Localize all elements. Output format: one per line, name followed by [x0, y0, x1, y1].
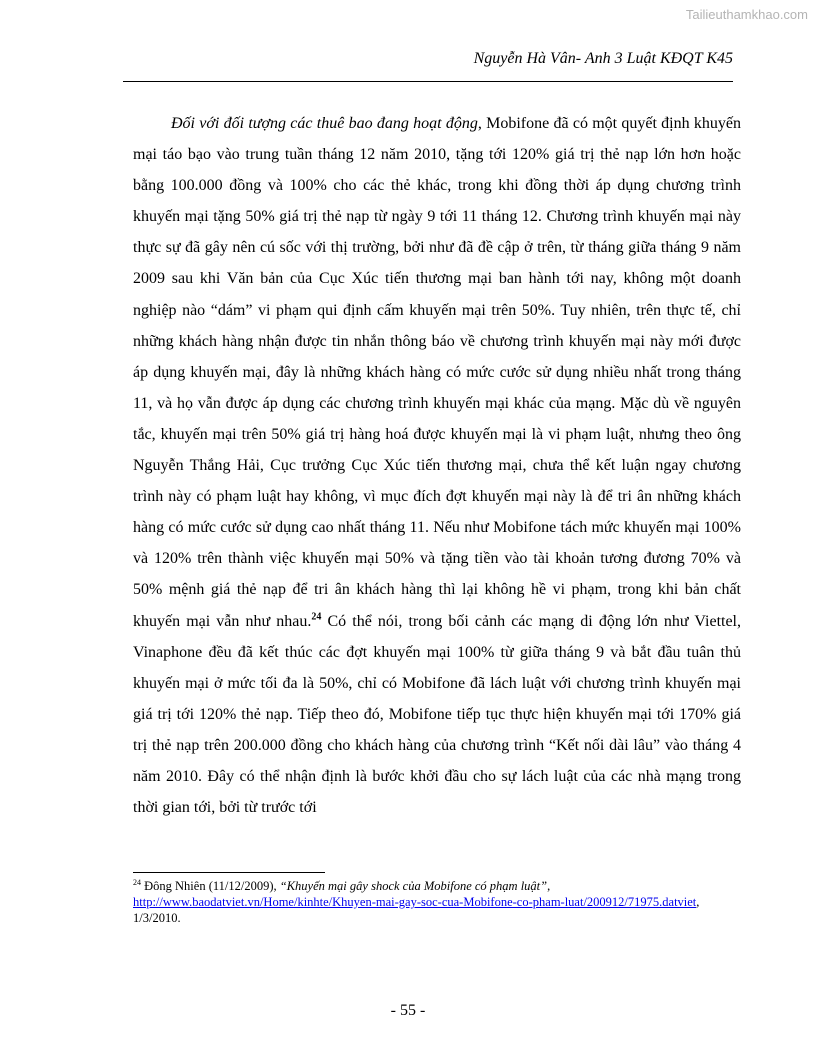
body-text-part-1: , Mobifone đã có một quyết định khuyến mại táo bạo vào trung tuần tháng 12 năm 2010, tặng tới 120% giá trị thẻ nạp lớn hơn hoặc bằng 100.000 đồng và 100% cho các thẻ khác, trong khi đồng thời áp dụng chương trình khuyến mại tặng 50% giá trị thẻ nạp từ ngày 9 tới 11 tháng 12. Chương trình khuyến mại này thực sự đã gây nên cú sốc với thị trường, bởi như đã đề cập ở trên, từ tháng giữa tháng 9 năm 2009 sau khi Văn bản của Cục Xúc tiến thương mại ban hành tới nay, không một doanh nghiệp nào “dám” vi phạm qui định cấm khuyến mại trên 50%. Tuy nhiên, trên thực tế, chỉ những khách hàng nhận được tin nhắn thông báo về chương trình khuyến mại này mới được áp dụng khuyến mại, đây là những khách hàng có mức cước sử dụng nhiều nhất trong tháng 11, và họ vẫn được áp dụng các chương trình khuyến mại khác của mạng. Mặc dù về nguyên tắc, khuyến mại trên 50% giá trị hàng hoá được khuyến mại là vi phạm luật, nhưng theo ông Nguyễn Thắng Hải, Cục trưởng Cục Xúc tiến thương mại, chưa thể kết luận ngay chương trình này có phạm luật hay không, vì mục đích đợt khuyến mại này là để tri ân những khách hàng có mức cước sử dụng cao nhất tháng 11. Nếu như Mobifone tách mức khuyến mại 100% và 120% trên thành việc khuyến mại 50% và tặng tiền vào tài khoản tương đương 70% và 50% mệnh giá thẻ nạp để tri ân khách hàng thì lại không hề vi phạm, trong khi bản chất khuyến mại vẫn như nhau.	[133, 115, 741, 630]
header-divider	[123, 81, 733, 82]
footnote-reference[interactable]: 24	[311, 611, 322, 623]
page-header: Nguyễn Hà Vân- Anh 3 Luật KĐQT K45	[473, 50, 733, 67]
body-text-part-2: Có thể nói, trong bối cảnh các mạng di động lớn như Viettel, Vinaphone đều đã kết thúc các đợt khuyến mại 100% từ giữa tháng 9 và bắt đầu tuân thủ khuyến mại ở mức tối đa là 50%, chỉ có Mobifone đã lách luật với chương trình khuyến mại giá trị tới 120% thẻ nạp. Tiếp theo đó, Mobifone tiếp tục thực hiện khuyến mại tới 170% giá trị thẻ nạp trên 200.000 đồng cho khách hàng của chương trình “Kết nối dài lâu” vào tháng 4 năm 2010. Đây có thể nhận định là bước khởi đầu cho sự lách luật của các nhà mạng trong thời gian tới, bởi từ trước tới	[133, 612, 742, 817]
watermark: Tailieuthamkhao.com	[685, 7, 808, 22]
footnote-title: “Khuyến mại gây shock của Mobifone có phạm luật”	[279, 879, 548, 893]
footnote-divider	[133, 872, 325, 873]
footnote-tail: , 1/3/2010.	[133, 895, 700, 925]
page-number: - 55 -	[390, 1002, 426, 1019]
footnote-link[interactable]: http://www.baodatviet.vn/Home/kinhte/Khuyen-mai-gay-soc-cua-Mobifone-co-pham-luat/200912/71975.datviet	[133, 895, 697, 909]
footnote-separator: ,	[547, 879, 551, 893]
footnote-author-date: Đông Nhiên (11/12/2009),	[141, 879, 280, 893]
body-paragraph	[133, 108, 741, 823]
lead-italic-text: Đối với đối tượng các thuê bao đang hoạt động	[171, 115, 478, 132]
footnote	[133, 878, 745, 926]
footnote-number: 24	[133, 877, 141, 887]
